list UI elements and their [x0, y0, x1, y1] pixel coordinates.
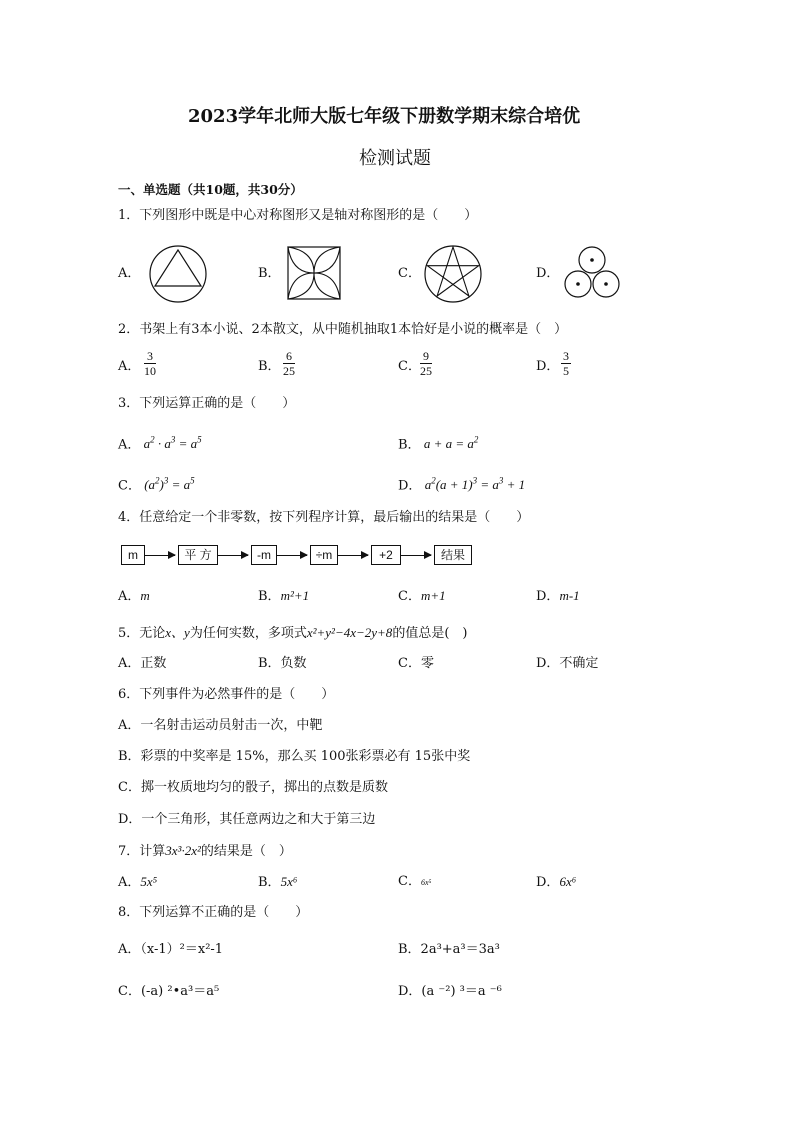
question-3-option-b: B． $a + a = a^2$ [398, 435, 479, 453]
question-2-label-d: D． [536, 359, 560, 374]
question-7-option-c: C．6x⁵ [398, 874, 432, 889]
flow-arrow-1 [145, 555, 175, 556]
flow-arrow-2 [218, 555, 248, 556]
question-3-expr-d: $a^2(a + 1)^3 = a^3 + 1$ [421, 476, 526, 493]
question-3-option-d: D． $a^2(a + 1)^3 = a^3 + 1$ [398, 476, 526, 494]
question-8-option-a: A．（x-1）²＝x²-1 [118, 942, 224, 957]
question-7-stem: 7．计算3x³·2x²的结果是（ ） [118, 843, 292, 859]
figure-circle-star-icon [423, 244, 483, 304]
question-6-option-b: B．彩票的中奖率是 15%，那么买 100张彩票必有 15张中奖 [118, 749, 471, 764]
question-2-fraction-d: $\frac{3}{5}$ [563, 349, 569, 378]
question-6-option-a: A．一名射击运动员射击一次，中靶 [118, 718, 323, 733]
flow-box-input: m [121, 545, 145, 565]
figure-circle-triangle-icon [148, 244, 208, 304]
question-5-option-b: B．负数 [258, 656, 307, 671]
question-4-stem: 4．任意给定一个非零数，按下列程序计算，最后输出的结果是（ ） [118, 510, 530, 525]
question-4-option-d: D．m-1 [536, 588, 580, 604]
question-2-label-c: C． [398, 359, 421, 374]
question-2-label-a: A． [118, 359, 141, 374]
flow-arrow-5 [401, 555, 431, 556]
flow-box-result: 结果 [434, 545, 472, 565]
question-3-option-a: A． $a^2 \cdot a^3 = a^5$ [118, 435, 202, 453]
question-5-option-d: D．不确定 [536, 656, 599, 671]
page-subtitle: 检测试题 [359, 148, 431, 169]
question-2-fraction-c: $\frac{9}{25}$ [420, 349, 432, 378]
flow-arrow-4 [338, 555, 368, 556]
flow-box-subtract: -m [251, 545, 277, 565]
question-5-option-a: A．正数 [118, 656, 167, 671]
question-2-stem: 2．书架上有3本小说、2本散文，从中随机抽取1本恰好是小说的概率是（ ） [118, 322, 568, 337]
flow-arrow-3 [277, 555, 307, 556]
question-8-stem: 8．下列运算不正确的是（ ） [118, 905, 309, 920]
question-4-option-b: B．m²+1 [258, 588, 310, 604]
question-3-expr-b: $a + a = a^2$ [420, 435, 479, 452]
question-2-fraction-b: $\frac{6}{25}$ [283, 349, 295, 378]
flow-box-divide: ÷m [310, 545, 338, 565]
question-5-stem: 5．无论x、y为任何实数，多项式x²+y²−4x−2y+8的值总是( ) [118, 625, 468, 641]
question-7-option-d: D．6x⁶ [536, 874, 577, 890]
question-1-label-a: A． [118, 266, 141, 281]
question-4-option-c: C．m+1 [398, 588, 446, 604]
question-7-option-a: A．5x⁵ [118, 874, 158, 890]
question-8-option-b: B．2a³+a³＝3a³ [398, 942, 500, 957]
question-3-stem: 3．下列运算正确的是（ ） [118, 396, 296, 411]
question-2-label-b: B． [258, 359, 281, 374]
section-heading: 一、单选题（共10题，共30分） [118, 182, 303, 197]
question-3-option-c: C． $(a^2)^3 = a^5$ [118, 476, 195, 494]
question-3-expr-a: $a^2 \cdot a^3 = a^5$ [140, 435, 202, 452]
question-6-option-d: D．一个三角形，其任意两边之和大于第三边 [118, 812, 376, 827]
flow-box-add: +2 [371, 545, 401, 565]
question-1-stem: 1．下列图形中既是中心对称图形又是轴对称图形的是（ ） [118, 208, 478, 223]
figure-square-petals-icon [287, 246, 341, 300]
question-1-label-d: D． [536, 266, 560, 281]
flow-box-square: 平 方 [178, 545, 218, 565]
figure-three-circles-icon [562, 244, 622, 302]
page-title: 2023学年北师大版七年级下册数学期末综合培优 [188, 106, 581, 127]
question-6-stem: 6．下列事件为必然事件的是（ ） [118, 687, 335, 702]
question-2-fraction-a: $\frac{3}{10}$ [144, 349, 156, 378]
question-8-option-c: C．(-a) ²•a³＝a⁵ [118, 984, 220, 999]
question-5-option-c: C．零 [398, 656, 434, 671]
question-6-option-c: C．掷一枚质地均匀的骰子，掷出的点数是质数 [118, 780, 388, 795]
question-7-option-b: B．5x⁶ [258, 874, 298, 890]
question-1-label-c: C． [398, 266, 421, 281]
question-4-option-a: A．m [118, 588, 150, 604]
question-1-label-b: B． [258, 266, 281, 281]
question-3-expr-c: $(a^2)^3 = a^5$ [140, 476, 195, 493]
question-8-option-d: D．(a ⁻²) ³＝a ⁻⁶ [398, 984, 502, 999]
